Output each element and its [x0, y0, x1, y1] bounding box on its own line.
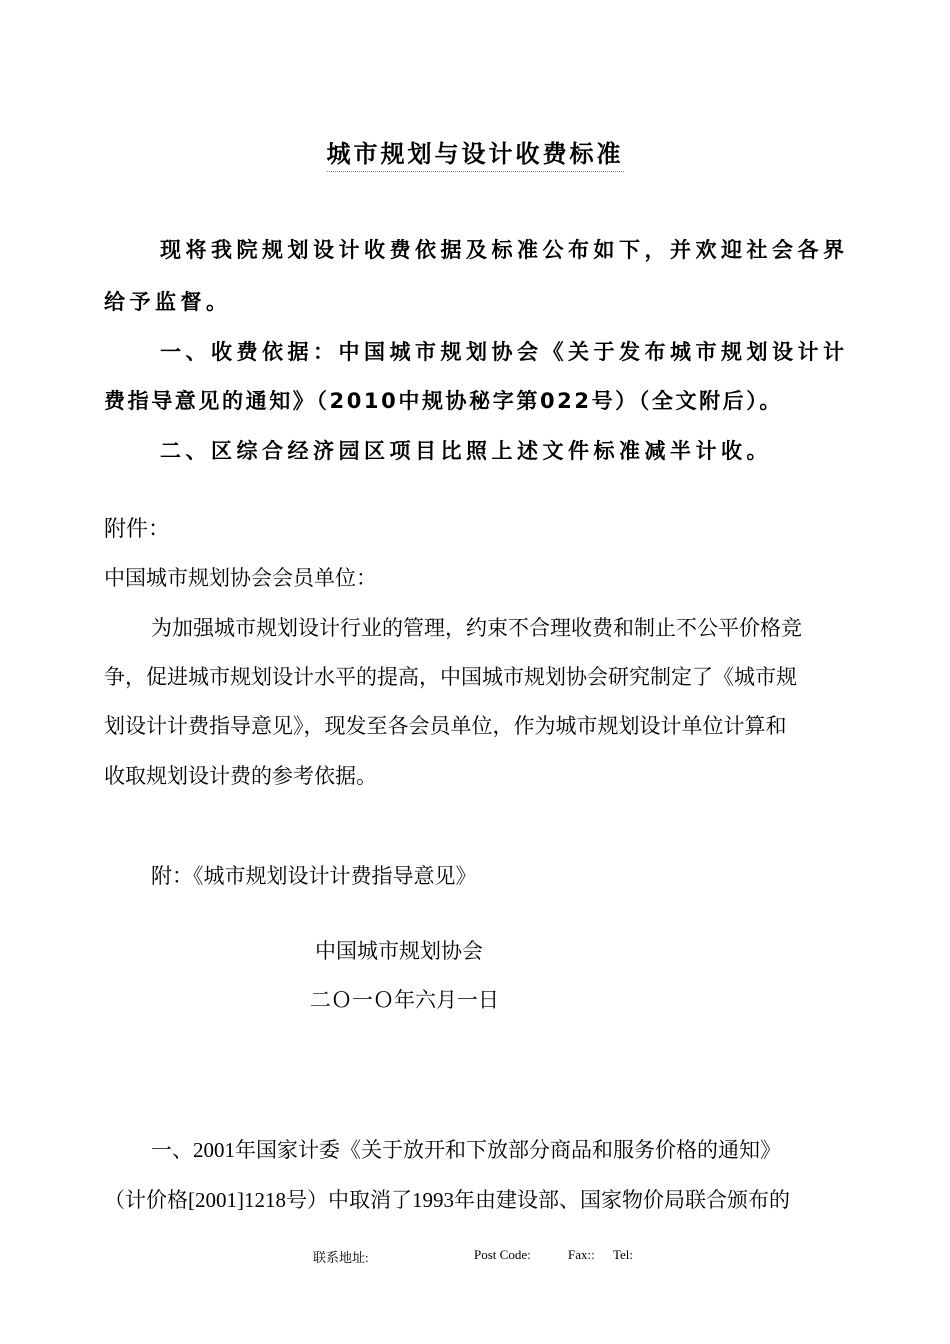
signature-org: 中国城市规划协会: [315, 939, 483, 963]
notice-attach-line: 附：《城市规划设计计费指导意见》: [151, 864, 477, 888]
footer-fax-label: Fax::: [568, 1247, 595, 1262]
section-1-line-2: （计价格[2001]1218号）中取消了1993年由建设部、国家物价局联合颁布的: [104, 1188, 790, 1212]
footer-tel-label: Tel:: [613, 1247, 634, 1262]
notice-para-line-2: 争，促进城市规划设计水平的提高，中国城市规划协会研究制定了《城市规: [104, 665, 797, 689]
notice-para-line-4: 收取规划设计费的参考依据。: [104, 764, 377, 788]
intro-line-1: 现将我院规划设计收费依据及标准公布如下，并欢迎社会各界: [160, 238, 849, 262]
section-1-line-1: 一、2001年国家计委《关于放开和下放部分商品和服务价格的通知》: [151, 1138, 781, 1162]
footer-address-label: 联系地址:: [313, 1250, 369, 1265]
footer-postcode-label: Post Code:: [474, 1247, 531, 1262]
document-title-text: 城市规划与设计收费标准: [327, 134, 624, 172]
item-1-line-1: 一、收费依据：中国城市规划协会《关于发布城市规划设计计: [160, 340, 849, 364]
signature-date: 二Ｏ一Ｏ年六月一日: [310, 988, 499, 1012]
notice-addressee: 中国城市规划协会会员单位：: [104, 566, 377, 590]
document-title: [0, 134, 950, 172]
item-1-line-2: 费指导意见的通知》（2010中规协秘字第022号）（全文附后）。: [104, 389, 783, 413]
intro-line-2: 给予监督。: [104, 290, 232, 314]
attachment-heading: 附件：: [104, 517, 171, 542]
notice-para-line-3: 划设计计费指导意见》，现发至各会员单位，作为城市规划设计单位计算和: [104, 714, 787, 738]
item-2-line-1: 二、区综合经济园区项目比照上述文件标准减半计收。: [160, 439, 772, 463]
notice-para-line-1: 为加强城市规划设计行业的管理，约束不合理收费和制止不公平价格竞: [151, 616, 802, 640]
